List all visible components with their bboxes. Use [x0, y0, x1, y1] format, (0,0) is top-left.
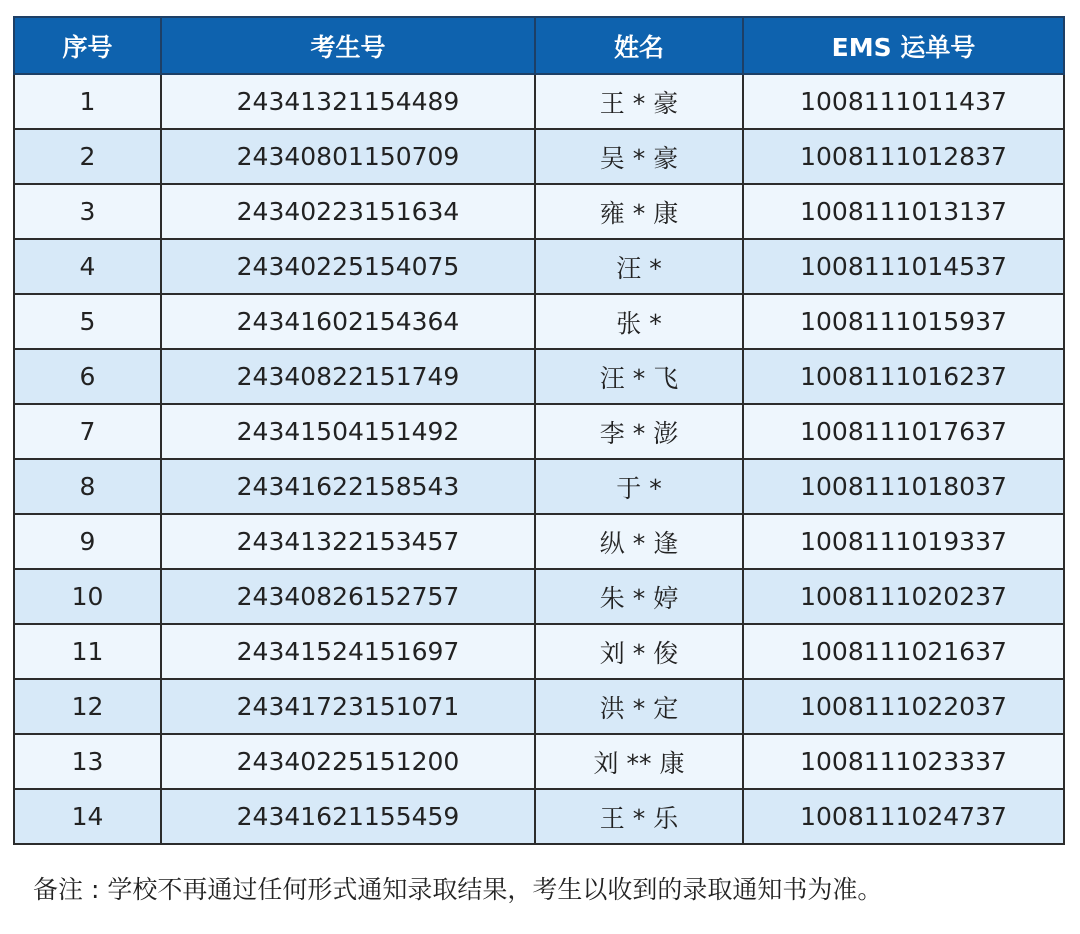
cell-name: 刘 ** 康: [535, 734, 743, 789]
cell-ems-number: 1008111021637: [743, 624, 1064, 679]
cell-exam-number: 24340225154075: [161, 239, 535, 294]
cell-name: 王 * 乐: [535, 789, 743, 844]
cell-name: 于 *: [535, 459, 743, 514]
cell-exam-number: 24341602154364: [161, 294, 535, 349]
header-ems-number: EMS 运单号: [743, 17, 1064, 74]
cell-ems-number: 1008111020237: [743, 569, 1064, 624]
cell-ems-number: 1008111014537: [743, 239, 1064, 294]
table-row: [14, 734, 1064, 789]
table-row: [14, 184, 1064, 239]
cell-exam-number: 24340822151749: [161, 349, 535, 404]
admission-table: [13, 16, 1065, 845]
header-index: 序号: [14, 17, 161, 74]
cell-name: 汪 *: [535, 239, 743, 294]
cell-name: 纵 * 逢: [535, 514, 743, 569]
table-row: [14, 789, 1064, 844]
cell-ems-number: 1008111019337: [743, 514, 1064, 569]
cell-exam-number: 24340801150709: [161, 129, 535, 184]
cell-name: 张 *: [535, 294, 743, 349]
cell-name: 吴 * 豪: [535, 129, 743, 184]
cell-ems-number: 1008111011437: [743, 74, 1064, 129]
cell-ems-number: 1008111022037: [743, 679, 1064, 734]
cell-ems-number: 1008111012837: [743, 129, 1064, 184]
admission-table-container: [13, 16, 1063, 845]
cell-ems-number: 1008111018037: [743, 459, 1064, 514]
cell-name: 汪 * 飞: [535, 349, 743, 404]
cell-index: 11: [14, 624, 161, 679]
cell-index: 8: [14, 459, 161, 514]
table-row: [14, 679, 1064, 734]
cell-index: 3: [14, 184, 161, 239]
header-exam-number: 考生号: [161, 17, 535, 74]
footnote: 备注 : 学校不再通过任何形式通知录取结果，考生以收到的录取通知书为准。: [33, 875, 883, 904]
cell-index: 14: [14, 789, 161, 844]
cell-index: 1: [14, 74, 161, 129]
cell-ems-number: 1008111017637: [743, 404, 1064, 459]
table-row: [14, 459, 1064, 514]
cell-ems-number: 1008111016237: [743, 349, 1064, 404]
cell-exam-number: 24340826152757: [161, 569, 535, 624]
table-row: [14, 349, 1064, 404]
table-header-row: [14, 17, 1064, 74]
cell-exam-number: 24341321154489: [161, 74, 535, 129]
cell-index: 10: [14, 569, 161, 624]
header-name: 姓名: [535, 17, 743, 74]
cell-index: 7: [14, 404, 161, 459]
table-row: [14, 404, 1064, 459]
cell-ems-number: 1008111013137: [743, 184, 1064, 239]
cell-exam-number: 24341524151697: [161, 624, 535, 679]
cell-exam-number: 24341621155459: [161, 789, 535, 844]
cell-name: 朱 * 婷: [535, 569, 743, 624]
cell-index: 2: [14, 129, 161, 184]
table-body: [14, 74, 1064, 844]
cell-name: 刘 * 俊: [535, 624, 743, 679]
cell-exam-number: 24341504151492: [161, 404, 535, 459]
cell-name: 李 * 澎: [535, 404, 743, 459]
cell-index: 13: [14, 734, 161, 789]
cell-exam-number: 24341723151071: [161, 679, 535, 734]
cell-ems-number: 1008111024737: [743, 789, 1064, 844]
cell-name: 雍 * 康: [535, 184, 743, 239]
cell-index: 9: [14, 514, 161, 569]
cell-index: 4: [14, 239, 161, 294]
cell-ems-number: 1008111015937: [743, 294, 1064, 349]
table-row: [14, 624, 1064, 679]
table-row: [14, 239, 1064, 294]
cell-exam-number: 24341622158543: [161, 459, 535, 514]
cell-name: 洪 * 定: [535, 679, 743, 734]
cell-name: 王 * 豪: [535, 74, 743, 129]
table-row: [14, 74, 1064, 129]
cell-index: 5: [14, 294, 161, 349]
table-row: [14, 129, 1064, 184]
table-row: [14, 514, 1064, 569]
table-row: [14, 294, 1064, 349]
cell-exam-number: 24340223151634: [161, 184, 535, 239]
table-row: [14, 569, 1064, 624]
cell-exam-number: 24341322153457: [161, 514, 535, 569]
cell-index: 12: [14, 679, 161, 734]
cell-index: 6: [14, 349, 161, 404]
cell-ems-number: 1008111023337: [743, 734, 1064, 789]
cell-exam-number: 24340225151200: [161, 734, 535, 789]
